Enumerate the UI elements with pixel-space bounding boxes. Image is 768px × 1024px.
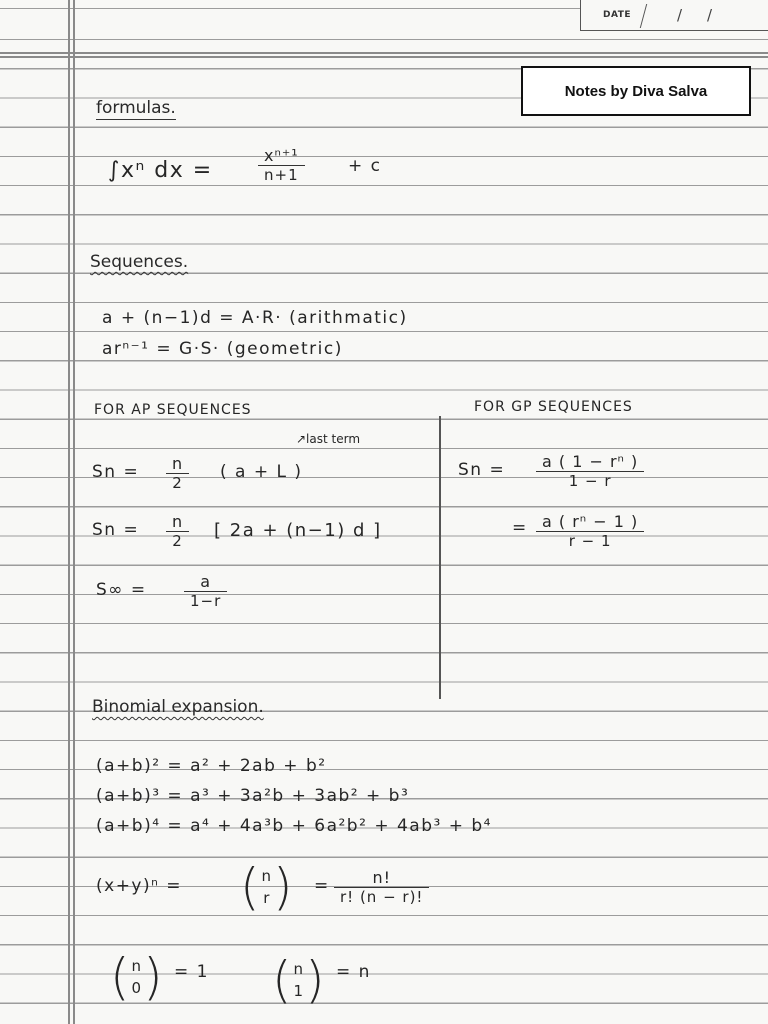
ncr-lhs: (x+y)ⁿ =	[96, 876, 183, 896]
ncr-denominator: r! (n − r)!	[340, 888, 424, 907]
c1-stack	[294, 958, 304, 1002]
date-separator	[640, 4, 648, 28]
c1-rhs: = n	[336, 962, 371, 982]
gp-general-term: arⁿ⁻¹ = G·S· (geometric)	[102, 339, 343, 359]
integral-numerator: xⁿ⁺¹	[264, 146, 299, 165]
integral-constant: + c	[348, 156, 382, 176]
integral-lhs: ∫xⁿ dx =	[108, 158, 213, 183]
left-paren: (	[240, 858, 260, 916]
formulas-heading: formulas.	[96, 98, 176, 118]
gp-equals: =	[512, 518, 528, 538]
gp-sn-numerator-1: a ( 1 − rⁿ )	[542, 452, 639, 471]
c0-rhs: = 1	[174, 962, 209, 982]
binomial-cube: (a+b)³ = a³ + 3a²b + 3ab² + b³	[96, 786, 410, 806]
c0-stack	[132, 955, 142, 999]
ap-sn1-fraction	[166, 454, 189, 492]
right-paren: )	[143, 948, 163, 1006]
ap-sn1-numerator: n	[172, 454, 184, 473]
date-box	[580, 0, 768, 31]
c0-bottom: 0	[131, 979, 142, 997]
right-paren: )	[305, 951, 325, 1009]
ncr-equals: =	[314, 876, 330, 896]
gp-column-heading: FOR GP SEQUENCES	[474, 399, 633, 415]
date-slash-2: /	[707, 6, 713, 24]
margin-line-right	[73, 0, 75, 1024]
header-rule-2	[0, 56, 768, 58]
ncr-stack	[262, 865, 272, 909]
c0-binomial	[110, 948, 163, 1006]
date-slash-1: /	[677, 6, 683, 24]
sequences-heading: Sequences.	[90, 252, 189, 272]
right-paren: )	[273, 858, 293, 916]
c1-top: n	[293, 960, 304, 978]
gp-sn-numerator-2: a ( rⁿ − 1 )	[542, 512, 639, 531]
c0-top: n	[131, 957, 142, 975]
ap-sinf-fraction	[184, 572, 227, 610]
left-paren: (	[272, 951, 292, 1009]
header-rule	[0, 52, 768, 54]
ap-sn2-numerator: n	[172, 512, 184, 531]
ap-sinf-numerator: a	[200, 572, 212, 591]
c1-binomial	[272, 951, 325, 1009]
ap-sn1-lhs: Sn =	[92, 462, 140, 482]
ap-sn2-denominator: 2	[172, 532, 183, 551]
ap-general-term: a + (n−1)d = A·R· (arithmatic)	[102, 308, 408, 328]
c1-bottom: 1	[293, 982, 304, 1000]
ap-sn2-rhs: [ 2a + (n−1) d ]	[214, 520, 382, 541]
gp-sn-fraction-1	[536, 452, 644, 490]
author-label: Notes by Diva Salva	[564, 82, 708, 100]
gp-sn-denominator-1: 1 − r	[568, 472, 612, 491]
integral-fraction	[258, 146, 305, 184]
ap-sn2-fraction	[166, 512, 189, 550]
binomial-heading: Binomial expansion.	[92, 697, 264, 717]
ncr-fraction	[334, 868, 429, 906]
ap-sn1-rhs: ( a + L )	[220, 462, 303, 482]
ap-sinf-denominator: 1−r	[190, 592, 222, 611]
column-divider	[439, 416, 441, 699]
ncr-top: n	[261, 867, 272, 885]
margin-line-left	[68, 0, 70, 1024]
last-term-annotation: ↗last term	[296, 432, 361, 446]
ap-sn2-lhs: Sn =	[92, 520, 140, 540]
integral-denominator: n+1	[264, 166, 299, 185]
gp-sn-denominator-2: r − 1	[568, 532, 612, 551]
binomial-square: (a+b)² = a² + 2ab + b²	[96, 756, 327, 776]
date-label: DATE	[603, 10, 632, 20]
gp-sn-fraction-2	[536, 512, 644, 550]
binomial-fourth: (a+b)⁴ = a⁴ + 4a³b + 6a²b² + 4ab³ + b⁴	[96, 816, 492, 836]
gp-sn-lhs: Sn =	[458, 460, 506, 480]
ncr-binomial	[240, 858, 293, 916]
left-paren: (	[110, 948, 130, 1006]
ap-sn1-denominator: 2	[172, 474, 183, 493]
ap-column-heading: FOR AP SEQUENCES	[94, 402, 252, 418]
ncr-numerator: n!	[372, 868, 391, 887]
author-box	[521, 66, 751, 116]
ap-sinf-lhs: S∞ =	[96, 580, 147, 600]
ncr-bottom: r	[263, 889, 270, 907]
